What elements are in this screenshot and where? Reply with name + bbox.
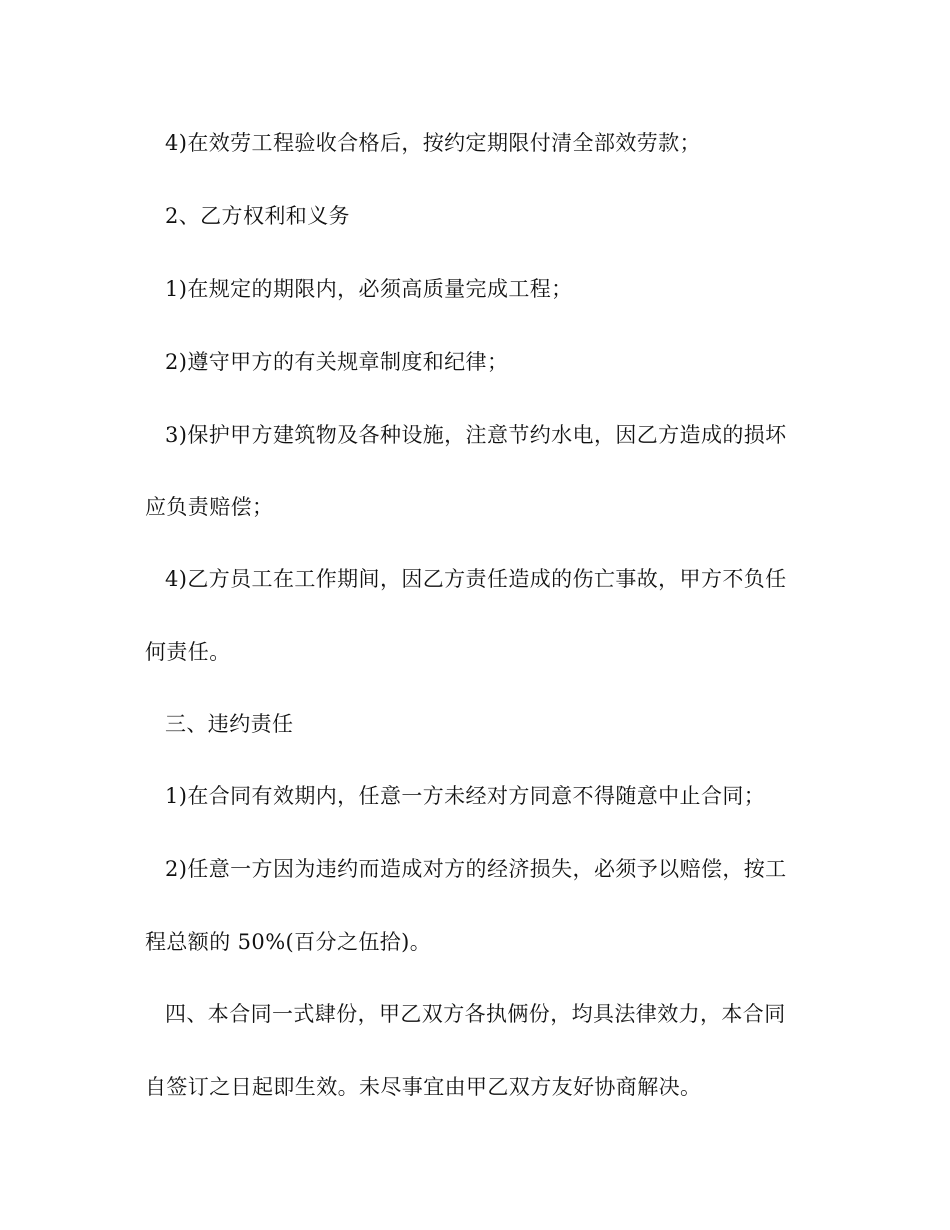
party-b-obligation-4: 4)乙方员工在工作期间，因乙方责任造成的伤亡事故，甲方不负任 bbox=[165, 567, 787, 591]
party-b-obligation-1: 1)在规定的期限内，必须高质量完成工程； bbox=[165, 277, 573, 301]
section-heading-breach-liability: 三、违约责任 bbox=[165, 712, 294, 736]
party-b-obligation-4-cont: 何责任。 bbox=[145, 640, 231, 664]
breach-clause-2: 2)任意一方因为违约而造成对方的经济损失，必须予以赔偿，按工 bbox=[165, 857, 787, 881]
party-b-obligation-3: 3)保护甲方建筑物及各种设施，注意节约水电，因乙方造成的损坏 bbox=[165, 423, 787, 447]
section-heading-party-b-rights: 2、乙方权利和义务 bbox=[165, 204, 350, 228]
party-b-obligation-2: 2)遵守甲方的有关规章制度和纪律； bbox=[165, 350, 509, 374]
section-four-copies-clause: 四、本合同一式肆份，甲乙双方各执俩份，均具法律效力，本合同 bbox=[165, 1002, 786, 1026]
party-a-obligation-4: 4)在效劳工程验收合格后，按约定期限付清全部效劳款； bbox=[165, 131, 701, 155]
party-b-obligation-3-cont: 应负责赔偿； bbox=[145, 495, 274, 519]
breach-clause-2-cont: 程总额的 50%(百分之伍拾)。 bbox=[145, 930, 432, 954]
section-four-copies-clause-cont: 自签订之日起即生效。未尽事宜由甲乙双方友好协商解决。 bbox=[145, 1075, 702, 1099]
breach-clause-1: 1)在合同有效期内，任意一方未经对方同意不得随意中止合同； bbox=[165, 784, 766, 808]
